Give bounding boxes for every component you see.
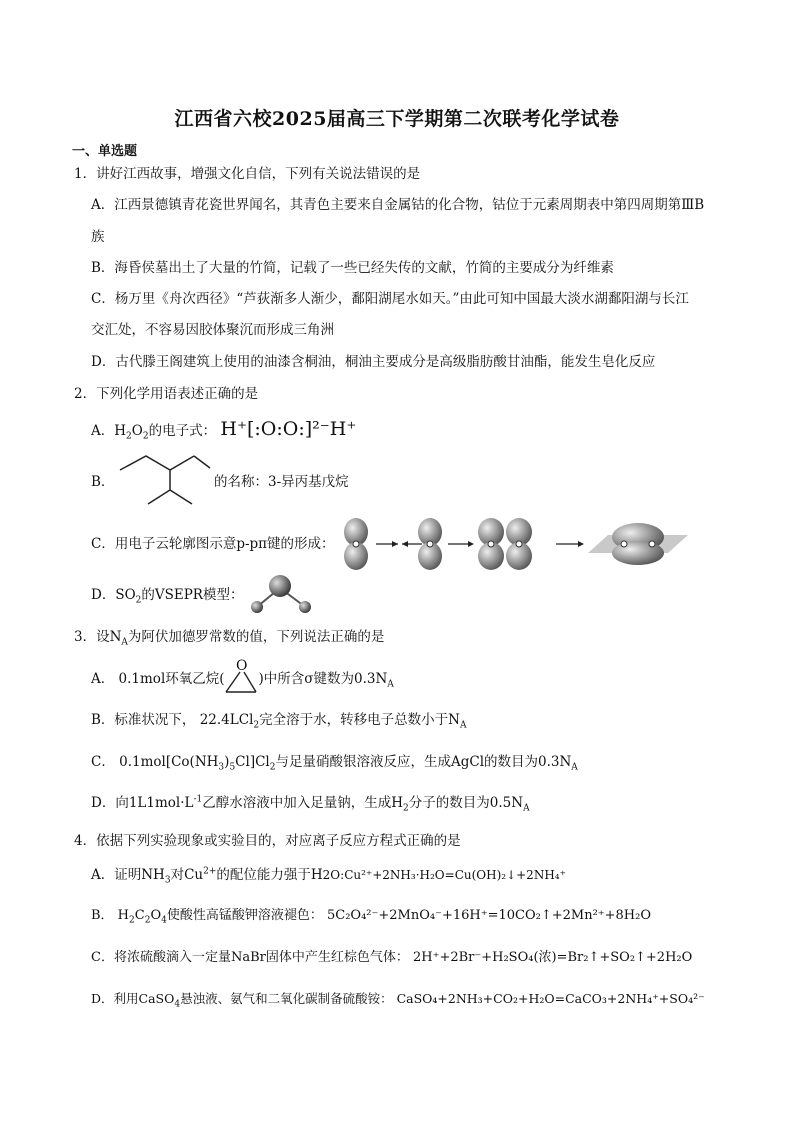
q4-option-b: B． $H_2C_2O_4$使酸性高锰酸钾溶液褪色： 5C₂O₄²⁻+2MnO₄⁻+16H⁺=10CO₂↑+2Mn²⁺+8H₂O xyxy=(91,908,652,926)
q2-option-b-label: B． xyxy=(91,474,115,490)
q3-option-a: A． 0.1mol环氧乙烷( )中所含σ键数为$0.3N_A$ xyxy=(91,671,394,690)
q1-option-a-cont: 族 xyxy=(91,229,105,245)
q2-option-b-text: 的名称：3-异丙基戊烷 xyxy=(214,474,349,490)
epoxide-structure-diagram xyxy=(222,658,260,696)
q1-option-c-cont: 交汇处，不容易因胶体聚沉而形成三角洲 xyxy=(91,322,334,338)
section-heading: 一、单选题 xyxy=(72,144,138,159)
q3-option-c: C． $0.1mol[Co(NH_3)_5Cl]Cl_2$与足量硝酸银溶液反应，生成AgCl的数目为$0.3N_A$ xyxy=(91,754,578,773)
h2o2-electron-formula: H⁺[:O:O:]²⁻H⁺ xyxy=(220,418,357,440)
p-p-pi-bond-orbital-diagram xyxy=(338,515,698,575)
q2-option-c: C．用电子云轮廓图示意p-pπ键的形成： xyxy=(91,536,335,552)
q1-option-d: D．古代滕王阁建筑上使用的油漆含桐油，桐油主要成分是高级脂肪酸甘油酯，能发生皂化反应 xyxy=(91,354,656,370)
question-2-stem: 2．下列化学用语表述正确的是 xyxy=(74,386,259,402)
q4-option-c: C．将浓硫酸滴入一定量NaBr固体中产生红棕色气体： 2H⁺+2Br⁻+H₂SO₄(浓)=Br₂↑+SO₂↑+2H₂O xyxy=(91,950,693,965)
question-4-stem: 4．依据下列实验现象或实验目的，对应离子反应方程式正确的是 xyxy=(74,833,461,849)
skeletal-formula-diagram xyxy=(118,452,213,514)
q1-option-b: B．海昏侯墓出土了大量的竹简，记载了一些已经失传的文献，竹简的主要成分为纤维素 xyxy=(91,260,614,276)
q4-option-d: D．利用CaSO$_4$悬浊液、氨气和二氧化碳制备硫酸铵： CaSO₄+2NH₃+CO₂+H₂O=CaCO₃+2NH₄⁺+SO₄²⁻ xyxy=(91,991,705,1010)
q3-option-d: D．向$1L1mol\cdot L^{-1}$乙醇水溶液中加入足量钠，生成$H_2$分子的数目为$0.5N_A$ xyxy=(91,794,530,814)
q1-option-c: C．杨万里《舟次西径》“芦荻渐多人渐少，鄱阳湖尾水如天。”由此可知中国最大淡水湖鄱阳湖与长江 xyxy=(91,291,689,307)
question-1-stem: 1．讲好江西故事，增强文化自信，下列有关说法错误的是 xyxy=(74,166,421,182)
so2-vsepr-model-diagram xyxy=(248,572,314,616)
question-3-stem: 3．设$N_A$为阿伏加德罗常数的值，下列说法正确的是 xyxy=(74,629,385,648)
q4-option-a: A．证明$NH_3$对$Cu^{2+}$的配位能力强于H2O:Cu²⁺+2NH₃·H₂O=Cu(OH)₂↓+2NH₄⁺ xyxy=(91,866,566,886)
q3-option-b: B．标准状况下， 22.4LCl$_2$完全溶于水，转移电子总数小于$N_A$ xyxy=(91,712,467,731)
q2-option-d: D．$SO_2$的VSEPR模型： xyxy=(91,587,244,606)
q2-option-a: A．$H_2O_2$的电子式： H⁺[:O:O:]²⁻H⁺ xyxy=(91,418,357,442)
page-title: 江西省六校2025届高三下学期第二次联考化学试卷 xyxy=(174,108,620,130)
svg-text:O: O xyxy=(236,658,248,674)
q1-option-a: A．江西景德镇青花瓷世界闻名，其青色主要来自金属钴的化合物，钴位于元素周期表中第四周期第ⅢB xyxy=(91,197,705,213)
